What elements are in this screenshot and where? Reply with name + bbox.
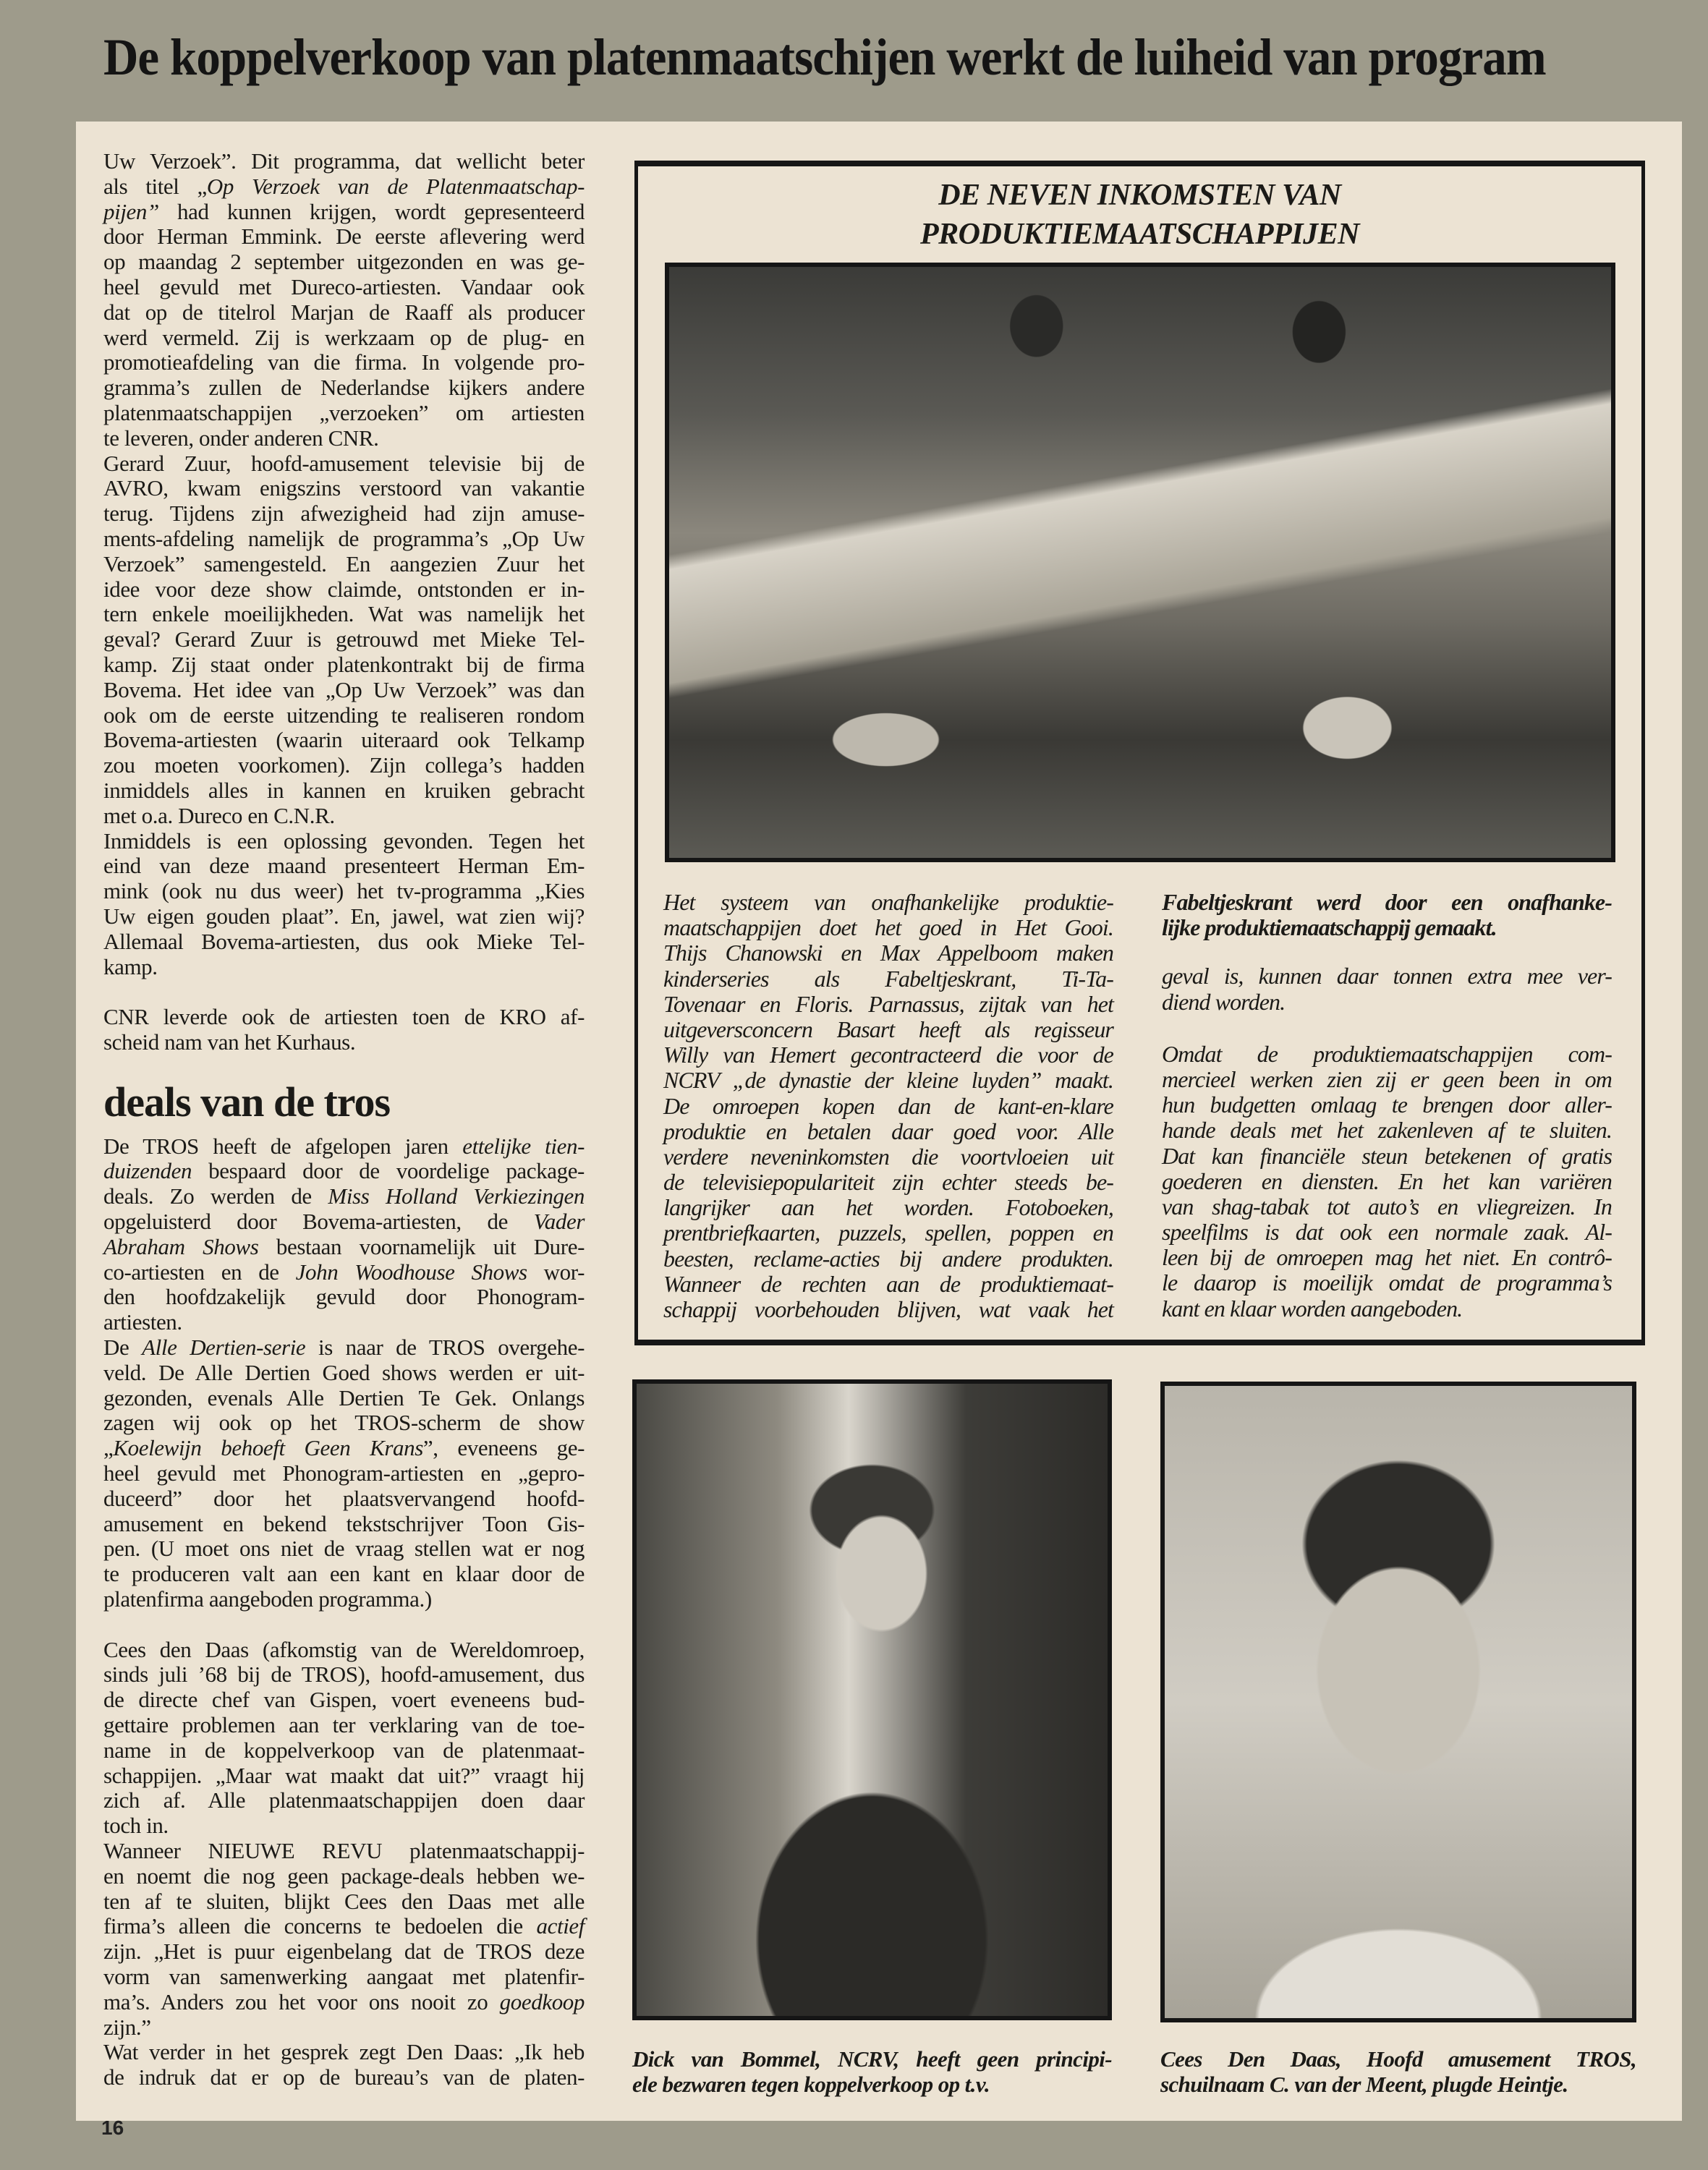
text-run: De TROS heeft de afgelopen jaren — [103, 1133, 463, 1159]
text-line: mercieel werken zien zij er geen been in om — [1162, 1065, 1612, 1092]
text-line: Cees den Daas (afkomstig van de Wereldomroep, — [103, 1636, 585, 1662]
text-line: beesten, reclame-acties bij andere produkten. — [663, 1245, 1113, 1272]
text-line: schappij voorbehouden blijven, wat vaak het — [663, 1296, 1113, 1322]
text-line: terug. Tijdens zijn afwezigheid had zijn amuse- — [103, 501, 585, 527]
article-body-column — [103, 149, 585, 2090]
photo-caption — [1162, 890, 1612, 940]
text-line: den hoofdzakelijk gevuld door Phonogram- — [103, 1284, 585, 1310]
text-line: gettaire problemen aan ter verklaring van de toe- — [103, 1712, 585, 1738]
text-line: veld. De Alle Dertien Goed shows werden er uit- — [103, 1359, 585, 1385]
text-line: de indruk dat er op de bureau’s van de platen- — [103, 2064, 585, 2090]
text-line: leen bij de omroepen mag het niet. En contrô- — [1162, 1244, 1612, 1271]
text-line: geval is, kunnen daar tonnen extra mee ver- — [1162, 963, 1612, 990]
sidebar-box — [634, 161, 1645, 1345]
text-line: kamp. Zij staat onder platenkontrakt bij de firma — [103, 651, 585, 677]
text-line: te leveren, onder anderen CNR. — [103, 425, 379, 451]
text-line: Inmiddels is een oplossing gevonden. Tegen het — [103, 827, 585, 854]
text-line: Verzoek” samengesteld. En aangezien Zuur het — [103, 550, 585, 576]
photo-caption-right — [1160, 2046, 1636, 2097]
italic-run: Abraham Shows — [103, 1233, 259, 1259]
text-line: CNR leverde ook de artiesten toen de KRO af- — [103, 1004, 585, 1030]
sidebar-title-line: DE NEVEN INKOMSTEN VAN — [938, 179, 1341, 212]
text-line: diend worden. — [1162, 988, 1286, 1015]
text-line — [103, 1184, 585, 1209]
paragraph — [103, 1134, 585, 1335]
text-line: pen. (U moet ons niet de vraag stellen wat er nog — [103, 1536, 585, 1562]
text-run: deals. Zo werden de — [103, 1183, 328, 1209]
italic-run: Alle Dertien-serie — [142, 1335, 306, 1361]
text-line: sinds juli ’68 bij de TROS), hoofd-amusement, dus — [103, 1661, 585, 1688]
paragraph — [103, 1005, 585, 1055]
text-run: ”, eveneens ge- — [422, 1435, 585, 1461]
italic-run: Koelewijn behoeft Geen Krans — [113, 1435, 423, 1461]
paragraph — [103, 1335, 585, 1612]
text-line: ook om de eerste uitzending te realiseren rondom — [103, 702, 585, 728]
text-line: Uw Verzoek”. Dit programma, dat wellicht beter — [103, 148, 585, 174]
photo-caption-left — [632, 2046, 1112, 2097]
text-run: ma’s. Anders zou het voor ons nooit zo — [103, 1988, 500, 2014]
text-line: promotieafdeling van die firma. In volgende pro- — [103, 349, 585, 375]
text-run: opgeluisterd door Bovema-artiesten, de — [103, 1209, 534, 1235]
text-line: ments-afdeling namelijk de programma’s „Op Uw — [103, 525, 585, 551]
paragraph — [103, 829, 585, 980]
text-line: zou moeten voorkomen). Zijn collega’s hadden — [103, 752, 585, 778]
text-line: met o.a. Dureco en C.N.R. — [103, 802, 335, 828]
text-line: platenmaatschappijen „verzoeken” om artiesten — [103, 399, 585, 425]
text-line: te produceren valt aan een kant en klaar door de — [103, 1561, 585, 1587]
text-line: van shag-tabak tot auto’s en vliegreizen. In — [1162, 1193, 1612, 1220]
text-run: had kunnen krijgen, wordt gepresenteerd — [158, 198, 585, 224]
text-line: zich af. Alle platenmaatschappijen doen daar — [103, 1787, 585, 1813]
text-line: tern enkele moeilijkheden. Wat was namelijk het — [103, 601, 585, 627]
paragraph — [103, 1638, 585, 1839]
text-line: AVRO, kwam enigszins verstoord van vakantie — [103, 475, 585, 501]
text-line: ele bezwaren tegen koppelverkoop op t.v. — [632, 2072, 990, 2097]
text-line: zijn.” — [103, 2014, 151, 2040]
text-line: heel gevuld met Dureco-artiesten. Vandaar ook — [103, 273, 585, 299]
text-line: Het systeem van onafhankelijke produktie- — [663, 889, 1113, 915]
text-line: dat op de titelrol Marjan de Raaff als producer — [103, 299, 585, 325]
text-line: inmiddels alles in kannen en kruiken gebracht — [103, 777, 585, 803]
caption-text — [632, 2046, 1112, 2097]
text-line — [103, 1209, 585, 1235]
text-line: Uw eigen gouden plaat”. En, jawel, wat zien wij? — [103, 903, 585, 929]
text-run: firma’s alleen die concerns te bedoelen die — [103, 1913, 537, 1939]
text-line: hande deals met het zakenleven af te sluiten. — [1162, 1117, 1612, 1144]
text-line: produktie en betalen daar goed voor. Alle — [663, 1118, 1113, 1144]
text-line: eind van deze maand presenteert Herman Em- — [103, 853, 585, 879]
text-line: gramma’s zullen de Nederlandse kijkers andere — [103, 375, 585, 401]
text-line: Bovema-artiesten (waarin uiteraard ook Telkamp — [103, 727, 585, 753]
text-line: Wanneer de rechten aan de produktiemaat- — [663, 1270, 1113, 1297]
text-line: gezonden, evenals Alle Dertien Te Gek. Onlangs — [103, 1384, 585, 1410]
italic-run: John Woodhouse Shows — [295, 1259, 527, 1285]
italic-run: pijen” — [103, 198, 159, 224]
italic-run: Miss Holland Verkiezingen — [328, 1183, 585, 1209]
paragraph — [103, 1839, 585, 2040]
text-run: „ — [103, 1435, 114, 1461]
text-run: wor- — [527, 1259, 585, 1285]
italic-run: Op Verzoek van de Platenmaatschap- — [206, 173, 585, 199]
text-line: verdere neveninkomsten die voortvloeien uit — [663, 1143, 1113, 1170]
italic-run: goedkoop — [499, 1988, 585, 2014]
text-line: artiesten. — [103, 1309, 182, 1335]
text-line: heel gevuld met Phonogram-artiesten en „gepro- — [103, 1460, 585, 1486]
italic-run: actief — [536, 1913, 585, 1939]
paragraph — [1162, 1042, 1612, 1322]
section-heading: deals van de tros — [103, 1078, 391, 1126]
text-line — [103, 1990, 585, 2015]
text-line: Wat verder in het gesprek zegt Den Daas: „Ik heb — [103, 2039, 585, 2065]
text-line: schuilnaam C. van der Meent, plugde Heintje. — [1160, 2072, 1568, 2097]
text-line: amusement en bekend tekstschrijver Toon Gis- — [103, 1510, 585, 1536]
text-line — [103, 1260, 585, 1285]
text-line: door Herman Emmink. De eerste aflevering werd — [103, 224, 585, 250]
article-headline: De koppelverkoop van platenmaatschijen werkt de luiheid van program — [103, 28, 1546, 86]
text-line: maatschappijen doet het goed in Het Gooi. — [663, 914, 1113, 941]
text-line: kant en klaar worden aangeboden. — [1162, 1295, 1463, 1322]
text-run: co-artiesten en de — [103, 1259, 296, 1285]
text-line — [103, 1335, 585, 1361]
italic-run: duizenden — [103, 1158, 192, 1184]
text-line: Cees Den Daas, Hoofd amusement TROS, — [1160, 2046, 1636, 2072]
text-line: goederen en diensten. En het kan variëren — [1162, 1167, 1612, 1194]
text-line: Fabeltjeskrant werd door een onafhanke- — [1162, 889, 1612, 915]
text-run: De — [103, 1335, 143, 1361]
text-line: Willy van Hemert gecontracteerd die voor de — [663, 1042, 1113, 1068]
text-line: Bovema. Het idee van „Op Uw Verzoek” was dan — [103, 676, 585, 702]
text-line: lijke produktiemaatschappij gemaakt. — [1162, 914, 1497, 941]
text-line: werd vermeld. Zij is werkzaam op de plug- en — [103, 324, 585, 350]
page-number: 16 — [101, 2116, 124, 2139]
text-line: name in de koppelverkoop van de platenmaat- — [103, 1737, 585, 1763]
text-line: schappijen. „Maar wat maakt dat uit?” vraagt hij — [103, 1762, 585, 1788]
text-line: speelfilms is dat ook een normale zaak. Al- — [1162, 1219, 1612, 1246]
text-line: mink (ook nu dus weer) het tv-programma „Kies — [103, 878, 585, 904]
sidebar-title — [638, 176, 1641, 254]
text-line: scheid nam van het Kurhaus. — [103, 1029, 356, 1055]
portrait-photo-cees-den-daas — [1160, 1382, 1636, 2022]
text-line: Wanneer NIEUWE REVU platenmaatschappij- — [103, 1838, 585, 1863]
text-line — [103, 1134, 585, 1160]
sidebar-column-1 — [663, 890, 1113, 1322]
text-line — [103, 1159, 585, 1184]
text-run: bestaan voornamelijk uit Dure- — [258, 1233, 585, 1259]
text-line: Tovenaar en Floris. Parnassus, zijtak van het — [663, 990, 1113, 1017]
sidebar-title-line: PRODUKTIEMAATSCHAPPIJEN — [920, 218, 1359, 251]
text-line: zagen wij ook op het TROS-scherm de show — [103, 1410, 585, 1436]
text-line: en noemt die nog geen package-deals hebben we- — [103, 1863, 585, 1889]
text-line: zijn. „Het is puur eigenbelang dat de TROS deze — [103, 1939, 585, 1965]
text-run: is naar de TROS overgehe- — [305, 1335, 585, 1361]
text-line: Gerard Zuur, hoofd-amusement televisie bij de — [103, 450, 585, 476]
text-line: Thijs Chanowski en Max Appelboom maken — [663, 940, 1113, 966]
text-line: le daarop is moeilijk omdat de programma’s — [1162, 1269, 1612, 1296]
text-line: Dick van Bommel, NCRV, heeft geen principi- — [632, 2046, 1112, 2072]
italic-run: ettelijke tien- — [462, 1133, 585, 1159]
text-line: Omdat de produktiemaatschappijen com- — [1162, 1040, 1612, 1067]
text-line: ten af te sluiten, blijkt Cees den Daas met alle — [103, 1888, 585, 1914]
text-line: langrijker aan het worden. Fotoboeken, — [663, 1194, 1113, 1221]
text-line: uitgeversconcern Basart heeft als regisseur — [663, 1016, 1113, 1042]
sidebar-column-2 — [1162, 890, 1612, 1322]
text-line: prentbriefkaarten, puzzels, spellen, poppen en — [663, 1220, 1113, 1246]
text-line: vorm van samenwerking aangaat met platenfir- — [103, 1963, 585, 1989]
caption-text — [1160, 2046, 1636, 2097]
paragraph — [103, 149, 585, 451]
text-line: Allemaal Bovema-artiesten, dus ook Mieke Tel- — [103, 928, 585, 954]
puppet-house-photo — [665, 263, 1615, 862]
paragraph — [103, 451, 585, 829]
paragraph — [103, 2040, 585, 2090]
text-line: hun budgetten omlaag te brengen door aller- — [1162, 1092, 1612, 1118]
text-line — [103, 1914, 585, 1939]
text-line: geval? Gerard Zuur is getrouwd met Mieke Tel- — [103, 626, 585, 652]
text-line: NCRV „de dynastie der kleine luyden” maakt. — [663, 1067, 1113, 1094]
paragraph — [663, 890, 1113, 1322]
text-line: de televisiepopulariteit zijn echter steeds be- — [663, 1169, 1113, 1196]
text-line — [103, 1436, 585, 1461]
text-line: toch in. — [103, 1813, 169, 1839]
portrait-photo-dick-van-bommel — [632, 1379, 1112, 2020]
text-line: De omroepen kopen dan de kant-en-klare — [663, 1092, 1113, 1119]
text-line — [103, 1235, 585, 1260]
text-line: Dat kan financiële steun betekenen of gratis — [1162, 1142, 1612, 1169]
text-run: als titel „ — [103, 173, 207, 199]
text-line: de directe chef van Gispen, voert eveneens bud- — [103, 1687, 585, 1713]
text-run: bespaard door de voordelige package- — [192, 1158, 585, 1184]
text-line: platenfirma aangeboden programma.) — [103, 1586, 432, 1612]
text-line: op maandag 2 september uitgezonden en was ge- — [103, 249, 585, 275]
paragraph — [1162, 963, 1612, 1014]
text-line: kamp. — [103, 953, 158, 979]
text-line — [103, 200, 585, 225]
text-line: kinderseries als Fabeltjeskrant, Ti-Ta- — [663, 965, 1113, 992]
italic-run: Vader — [533, 1209, 585, 1235]
text-line: duceerd” door het plaatsvervangend hoofd- — [103, 1485, 585, 1511]
text-line — [103, 174, 585, 200]
text-line: idee voor deze show claimde, ontstonden er in- — [103, 576, 585, 602]
